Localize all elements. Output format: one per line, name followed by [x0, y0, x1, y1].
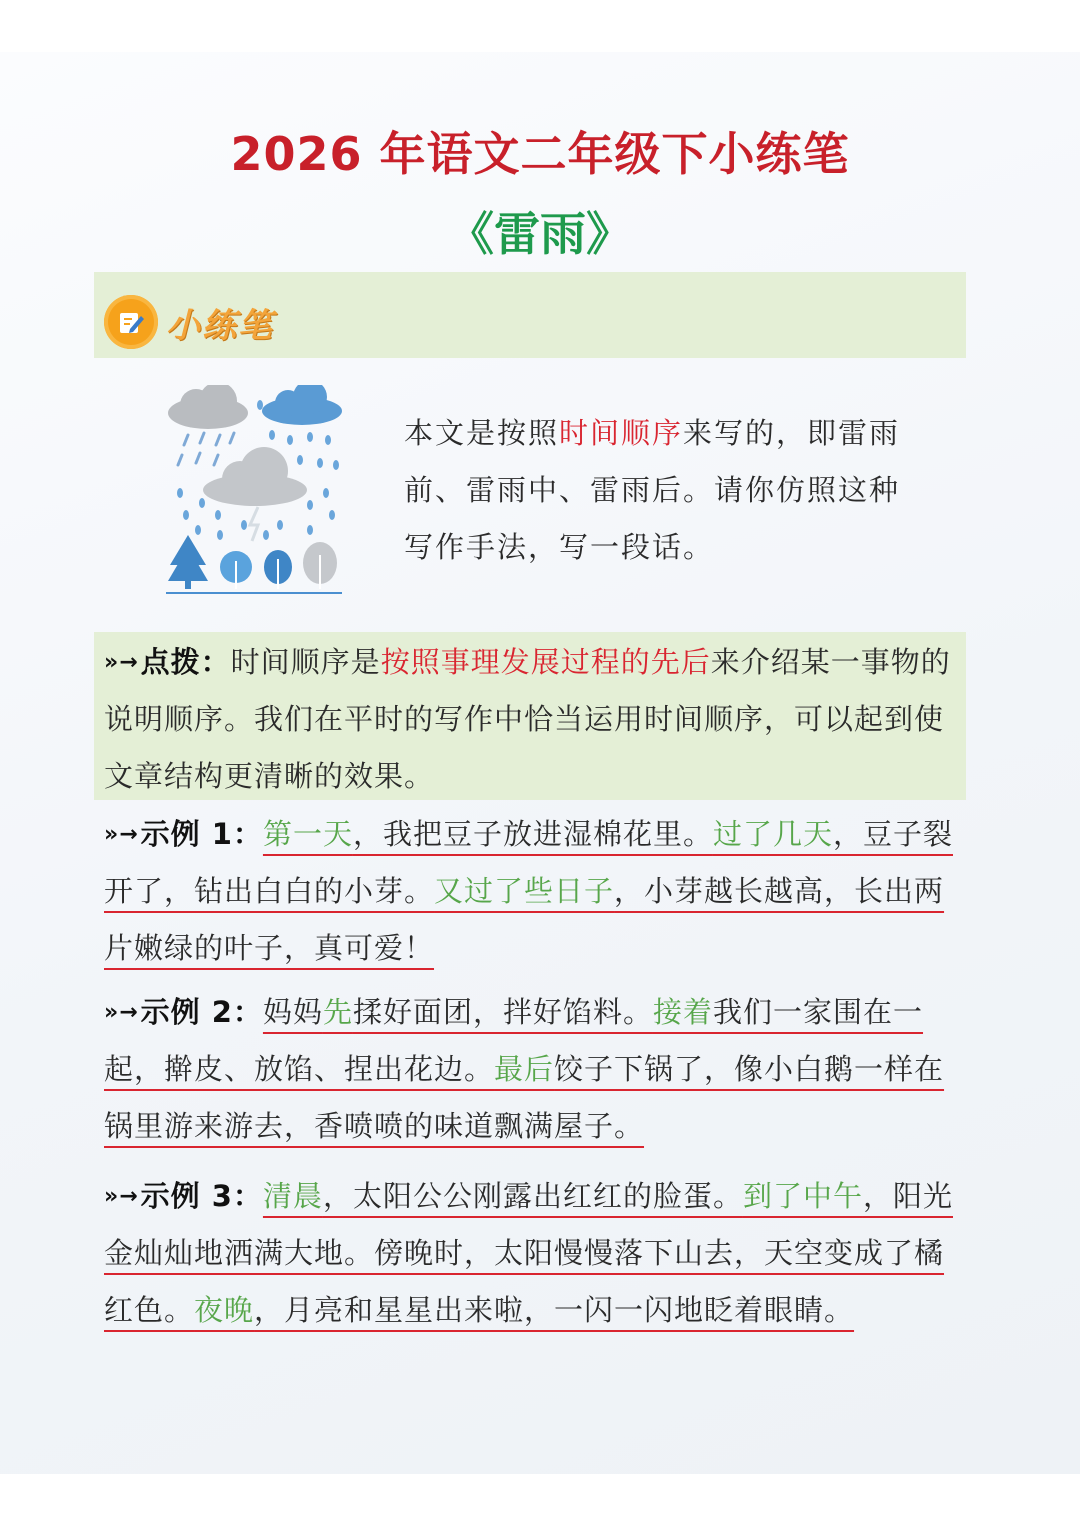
example-segment: 清晨 [262, 1179, 323, 1213]
double-arrow-icon: »→ [104, 1184, 139, 1209]
example-segment: 饺子下锅了，像小白鹅一样在锅里游来游去，香喷喷的味道飘满屋子。 [104, 1052, 945, 1143]
example-segment: 接着 [652, 995, 713, 1029]
example-segment: 夜晚 [194, 1293, 255, 1327]
example-1 [104, 806, 962, 977]
section-label: 小练笔 [166, 306, 274, 346]
example-segment: ，阳光金灿灿地洒满大地。傍晚时，太阳慢慢落下山去，天空变成了橘红色。 [104, 1179, 953, 1327]
example-segment: ，小芽越长越高，长出两片嫩绿的叶子，真可爱！ [104, 874, 945, 965]
intro-text-2: 来写的，即雷雨前、雷雨中、雷雨后。请你仿照这种写作手法，写一段话。 [404, 416, 901, 564]
pencil-note-icon [104, 295, 158, 349]
intro-paragraph [404, 405, 914, 576]
double-arrow-icon: »→ [104, 650, 139, 675]
example-label: 示例 1： [140, 817, 263, 851]
example-segment: ，太阳公公刚露出红红的脸蛋。 [322, 1179, 743, 1213]
gray-cloud-icon [168, 385, 248, 429]
tip-text-1: 时间顺序是 [230, 645, 381, 679]
tip-highlight: 按照事理发展过程的先后 [380, 645, 711, 679]
example-segment: 妈妈 [262, 995, 323, 1029]
blue-cloud-icon [262, 385, 342, 425]
trees-icon [168, 535, 337, 589]
lightning-icon [250, 507, 258, 541]
example-segment: ，豆子裂开了，钻出白白的小芽。 [104, 817, 953, 908]
thunderstorm-illustration [160, 385, 350, 600]
example-segment: 到了中午 [742, 1179, 863, 1213]
example-segment: ，我把豆子放进湿棉花里。 [352, 817, 713, 851]
example-segment: ，月亮和星星出来啦，一闪一闪地眨着眼睛。 [254, 1293, 855, 1327]
example-segment: 第一天 [262, 817, 353, 851]
example-segment: 我们一家围在一起，擀皮、放馅、捏出花边。 [104, 995, 924, 1086]
intro-text-1: 本文是按照 [404, 416, 560, 450]
tip-label: 点拨： [140, 645, 231, 679]
example-segment: 先 [322, 995, 353, 1029]
example-segment: 又过了些日子 [434, 874, 615, 908]
example-segment: 揉好面团，拌好馅料。 [352, 995, 653, 1029]
double-arrow-icon: »→ [104, 1000, 139, 1025]
example-segment: 过了几天 [712, 817, 833, 851]
intro-highlight: 时间顺序 [559, 416, 684, 450]
example-3 [104, 1168, 962, 1339]
tip-text-2: 来介绍某一事物的说明顺序。我们在平时的写作中恰当运用时间顺序，可以起到使文章结构更清晰的效果。 [104, 645, 951, 793]
tip-paragraph [104, 634, 962, 805]
example-segment: 最后 [494, 1052, 555, 1086]
lesson-title: 《雷雨》 [448, 207, 632, 261]
example-2 [104, 984, 962, 1155]
example-label: 示例 2： [140, 995, 263, 1029]
double-arrow-icon: »→ [104, 822, 139, 847]
example-label: 示例 3： [140, 1179, 263, 1213]
page-title: 2026 年语文二年级下小练笔 [230, 127, 850, 181]
